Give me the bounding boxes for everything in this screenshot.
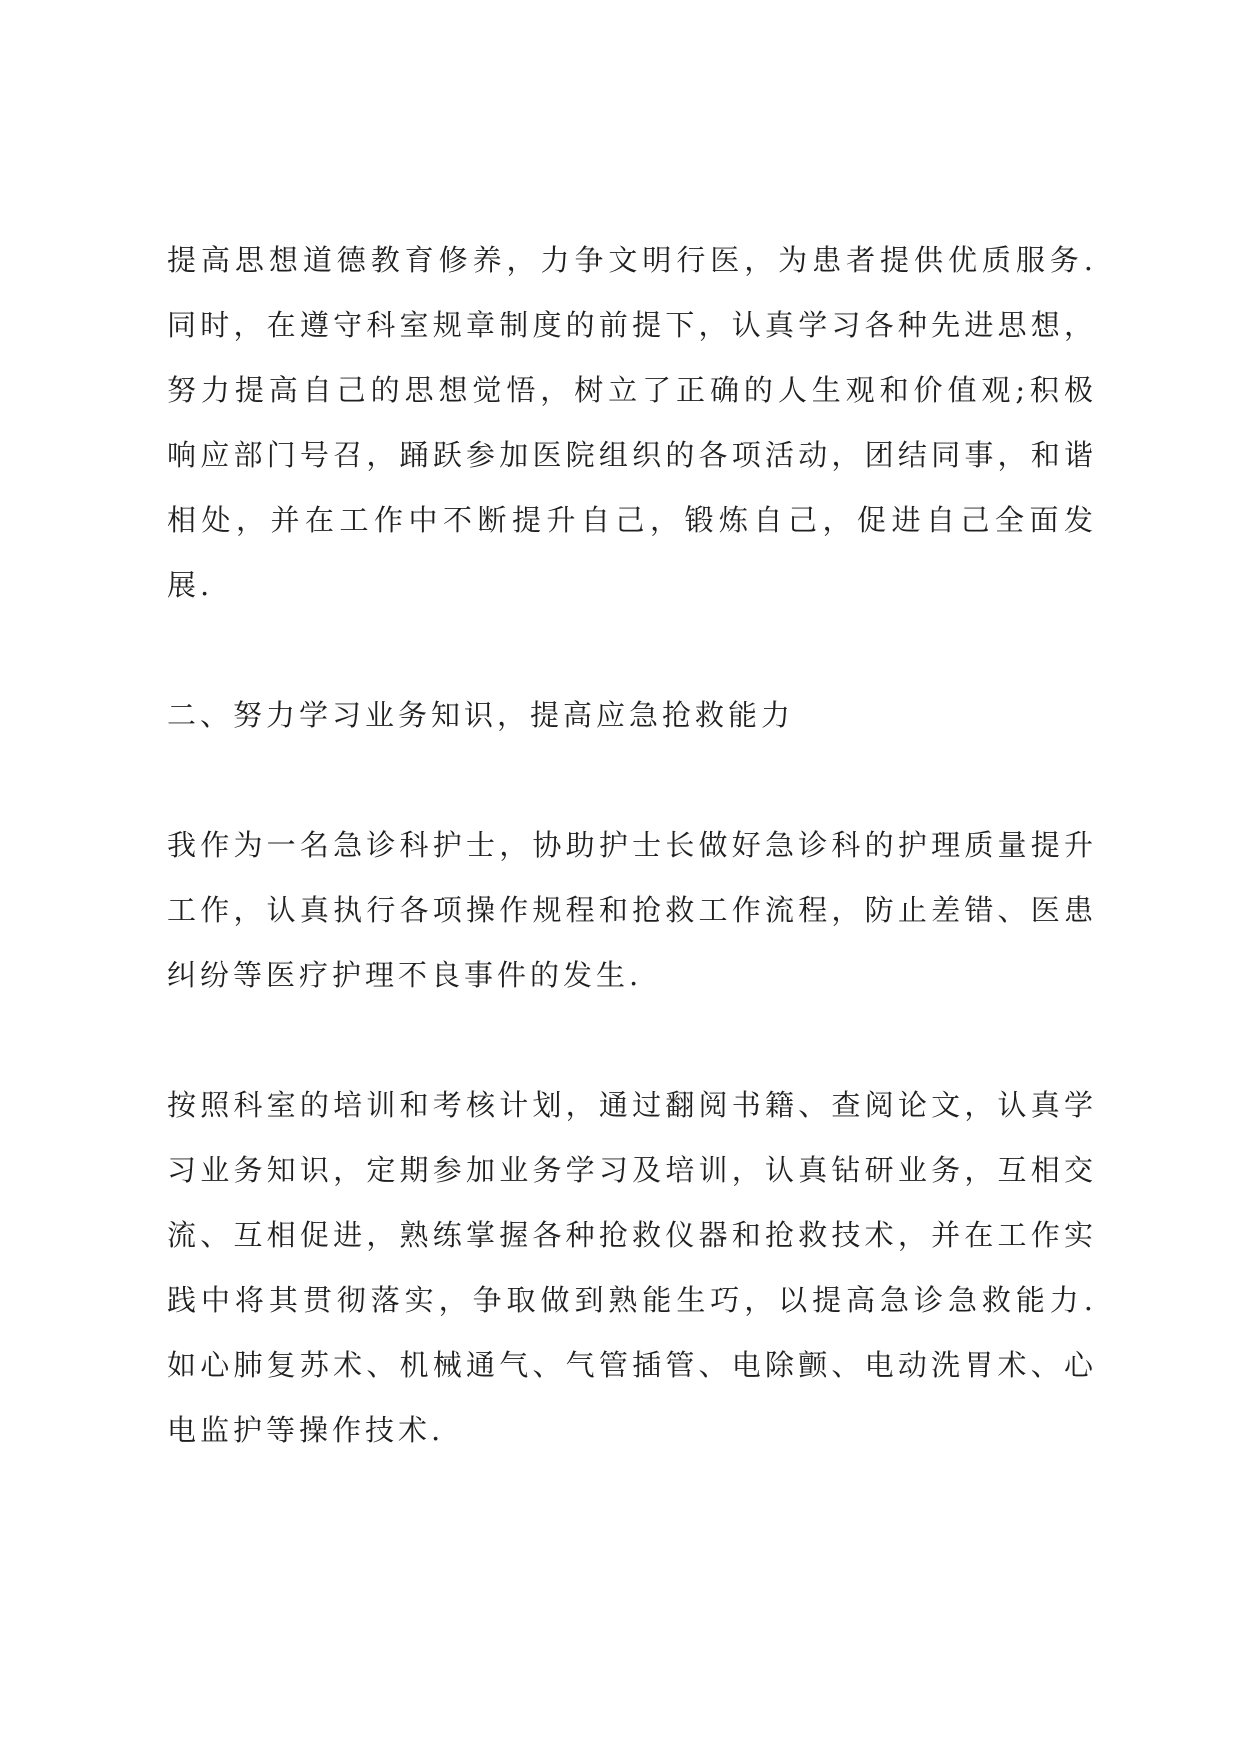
- paragraph-training: 按照科室的培训和考核计划，通过翻阅书籍、查阅论文，认真学习业务知识，定期参加业务学习及培训，认真钻研业务，互相交流、互相促进，熟练掌握各种抢救仪器和抢救技术，并在工作实践中将其贯彻落实，争取做到熟能生巧，以提高急诊急救能力.如心肺复苏术、机械通气、气管插管、电除颤、电动洗胃术、心电监护等操作技术.: [167, 1088, 1097, 1447]
- section-heading: 二、努力学习业务知识，提高应急抢救能力: [167, 698, 795, 732]
- paragraph-ethics: 提高思想道德教育修养，力争文明行医，为患者提供优质服务.同时，在遵守科室规章制度的前提下，认真学习各种先进思想，努力提高自己的思想觉悟，树立了正确的人生观和价值观;积极响应部门号召，踊跃参加医院组织的各项活动，团结同事，和谐相处，并在工作中不断提升自己，锻炼自己，促进自己全面发展.: [167, 243, 1097, 602]
- paragraph-nursing-quality: 我作为一名急诊科护士，协助护士长做好急诊科的护理质量提升工作，认真执行各项操作规程和抢救工作流程，防止差错、医患纠纷等医疗护理不良事件的发生.: [167, 828, 1097, 992]
- document-body: [167, 228, 1097, 1463]
